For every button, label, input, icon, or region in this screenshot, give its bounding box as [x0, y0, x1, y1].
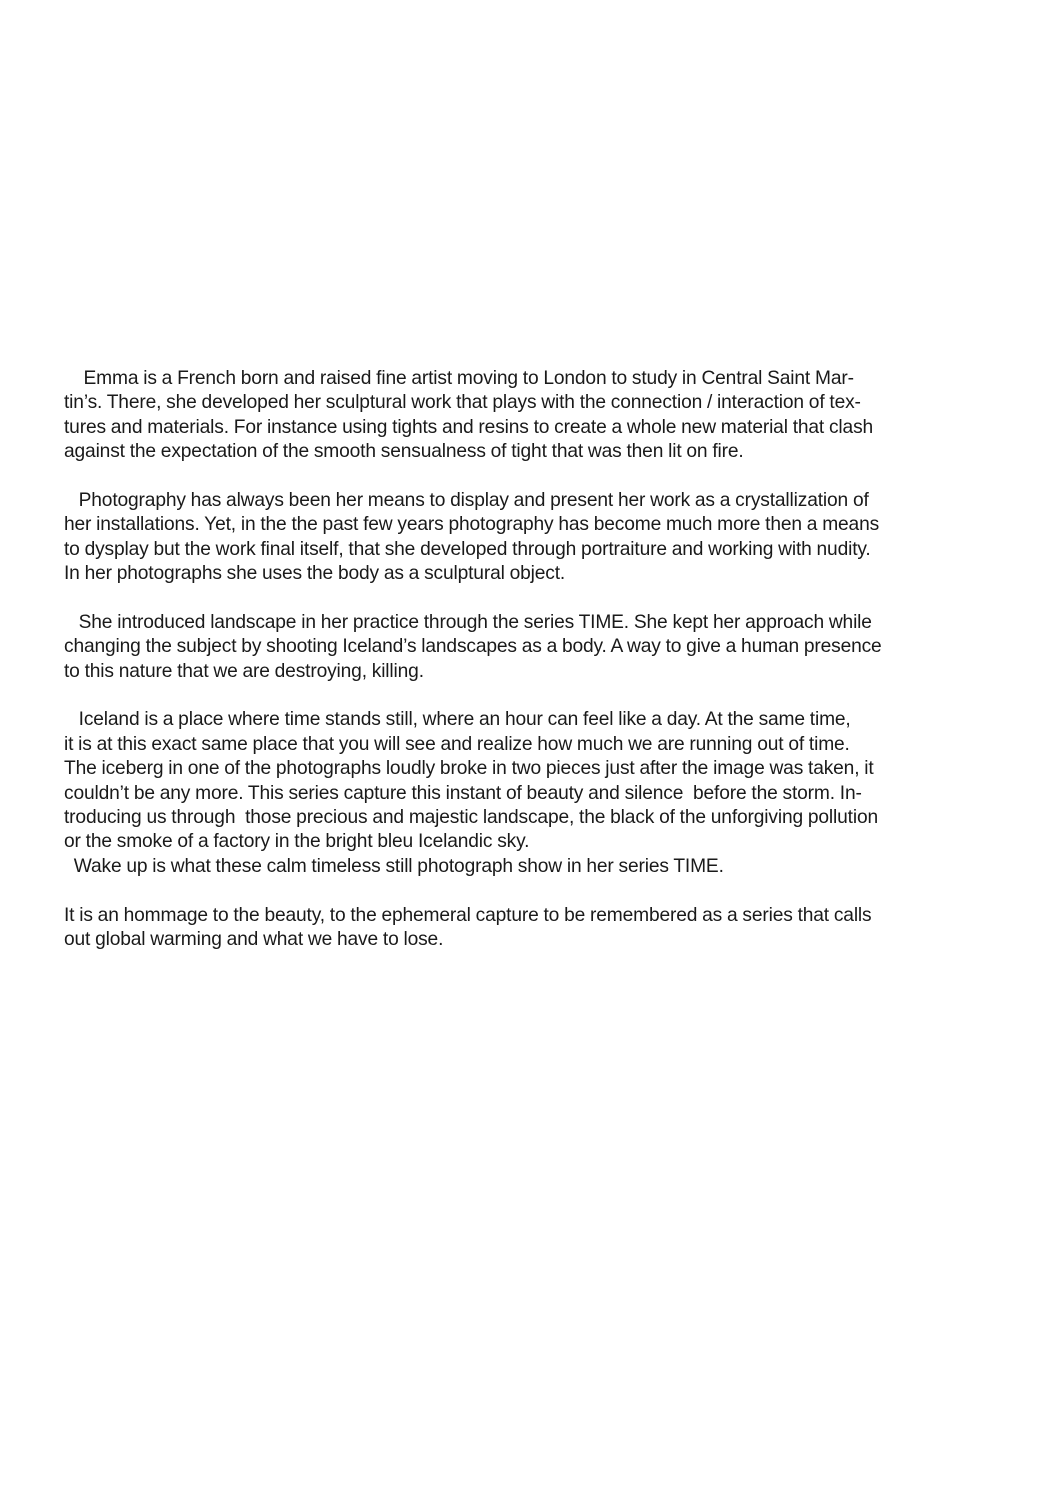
paragraph-gap [64, 465, 1004, 489]
paragraph-gap [64, 879, 1004, 903]
text-line: The iceberg in one of the photographs loudly broke in two pieces just after the image was taken, it [64, 758, 874, 780]
text-line: out global warming and what we have to lose. [64, 928, 444, 950]
text-line: Emma is a French born and raised fine artist moving to London to study in Central Saint Mar- [64, 368, 854, 389]
text-line: or the smoke of a factory in the bright bleu Icelandic sky. [64, 831, 530, 853]
text-line: Iceland is a place where time stands still, where an hour can feel like a day. At the same time, [64, 709, 851, 731]
text-line: In her photographs she uses the body as a sculptural object. [64, 563, 566, 585]
paragraph-gap [64, 587, 1004, 611]
text-line: Photography has always been her means to display and present her work as a crystallization of [64, 489, 869, 511]
text-line: troducing us through those precious and majestic landscape, the black of the unforgiving pollution [64, 807, 878, 829]
paragraph-intro [64, 367, 1004, 465]
paragraph-photography [64, 489, 1004, 587]
text-line: it is at this exact same place that you will see and realize how much we are running out of time. [64, 733, 850, 755]
paragraph-iceland [64, 708, 1004, 879]
text-line: against the expectation of the smooth sensualness of tight that was then lit on fire. [64, 441, 744, 463]
text-line: Wake up is what these calm timeless still photograph show in her series TIME. [64, 855, 724, 877]
body-text [64, 367, 1004, 952]
text-line: It is an hommage to the beauty, to the ephemeral capture to be remembered as a series that calls [64, 904, 872, 926]
text-line: tures and materials. For instance using tights and resins to create a whole new material that clash [64, 416, 874, 438]
text-line: to dysplay but the work final itself, that she developed through portraiture and working with nudity. [64, 538, 871, 560]
text-line: her installations. Yet, in the the past few years photography has become much more then a means [64, 514, 880, 536]
text-line: tin’s. There, she developed her sculptural work that plays with the connection / interaction of tex- [64, 392, 861, 414]
text-line: changing the subject by shooting Iceland’s landscapes as a body. A way to give a human presence [64, 636, 882, 658]
paragraph-landscape [64, 611, 1004, 684]
text-line: couldn’t be any more. This series capture this instant of beauty and silence before the storm. In- [64, 782, 862, 804]
text-line: She introduced landscape in her practice through the series TIME. She kept her approach while [64, 611, 872, 633]
paragraph-hommage [64, 904, 1004, 953]
paragraph-gap [64, 684, 1004, 708]
text-line: to this nature that we are destroying, killing. [64, 660, 424, 682]
